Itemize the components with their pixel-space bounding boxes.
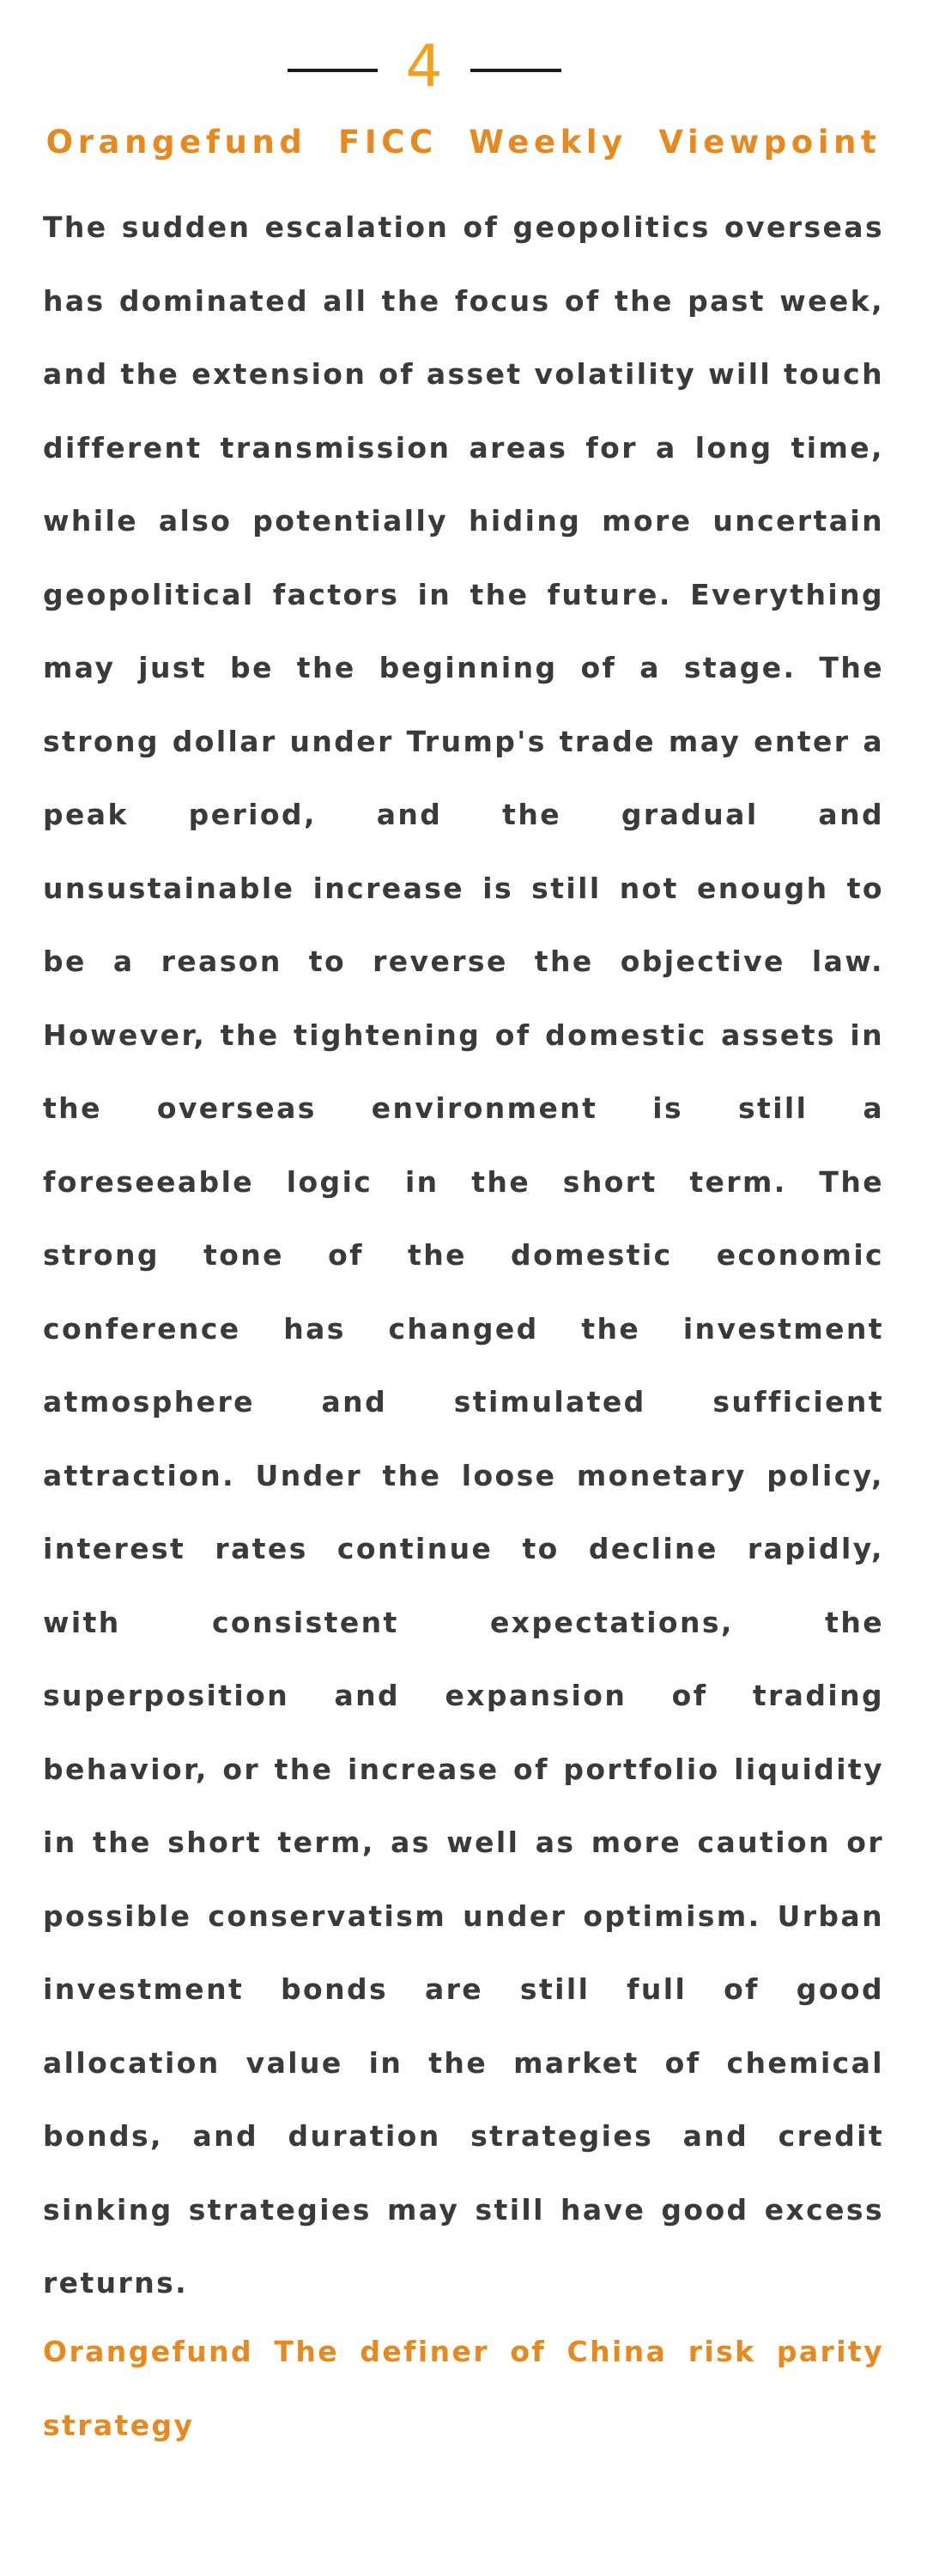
section-number-header: [0, 33, 927, 101]
body-paragraph: The sudden escalation of geopolitics overseas has dominated all the focus of the past week, and the extension of asset volatility will touch different transmission areas for a long time, while also potentially hiding more uncertain geopolitical factors in the future. Everything may just be the beginning of a stage. The strong dollar under Trump's trade may enter a peak period, and the gradual and unsustainable increase is still not enough to be a reason to reverse the objective law. However, the tightening of domestic assets in the overseas environment is still a foreseeable logic in the short term. The strong tone of the domestic economic conference has changed the investment atmosphere and stimulated sufficient attraction. Under the loose monetary policy, interest rates continue to decline rapidly, with consistent expectations, the superposition and expansion of trading behavior, or the increase of portfolio liquidity in the short term, as well as more caution or possible conservatism under optimism. Urban investment bonds are still full of good allocation value in the market of chemical bonds, and duration strategies and credit sinking strategies may still have good excess returns.: [43, 210, 884, 2300]
left-divider-line: [288, 69, 378, 72]
section-number: 4: [405, 33, 443, 100]
brand-tagline: Orangefund The definer of China risk parity strategy: [43, 2335, 884, 2442]
section-heading: Orangefund FICC Weekly Viewpoint: [45, 124, 882, 161]
right-divider-line: [470, 69, 561, 72]
